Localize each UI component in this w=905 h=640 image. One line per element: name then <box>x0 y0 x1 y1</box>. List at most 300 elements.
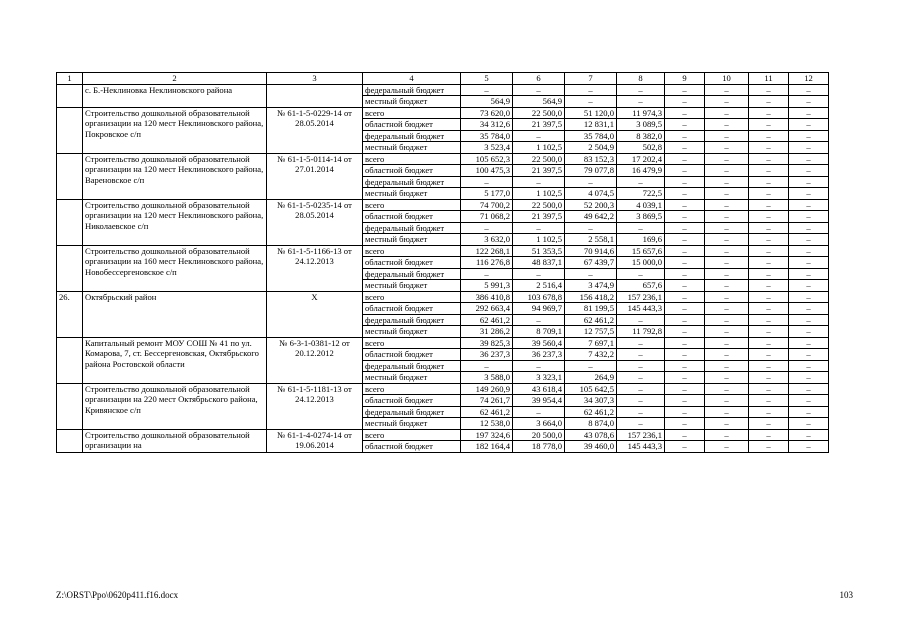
amount-cell: – <box>789 441 829 453</box>
amount-cell: – <box>665 96 705 108</box>
amount-cell: – <box>705 395 749 407</box>
amount-cell: – <box>789 360 829 372</box>
amount-cell: 34 307,3 <box>565 395 617 407</box>
amount-cell: – <box>665 337 705 349</box>
amount-cell: 51 353,5 <box>513 245 565 257</box>
amount-cell: 62 461,2 <box>461 314 513 326</box>
amount-cell: 67 439,7 <box>565 257 617 269</box>
amount-cell: – <box>789 176 829 188</box>
funding-source-cell: местный бюджет <box>363 326 461 338</box>
amount-cell: – <box>461 222 513 234</box>
amount-cell: – <box>789 188 829 200</box>
amount-cell: – <box>749 418 789 430</box>
amount-cell: – <box>749 245 789 257</box>
funding-source-cell: всего <box>363 245 461 257</box>
amount-cell: 12 831,1 <box>565 119 617 131</box>
amount-cell: – <box>749 349 789 361</box>
amount-cell: – <box>789 142 829 154</box>
row-number-cell <box>57 337 83 383</box>
funding-source-cell: федеральный бюджет <box>363 176 461 188</box>
amount-cell: – <box>705 383 749 395</box>
column-number-cell: 10 <box>705 73 749 85</box>
amount-cell: – <box>665 245 705 257</box>
amount-cell: 657,6 <box>617 280 665 292</box>
amount-cell: – <box>749 406 789 418</box>
amount-cell: – <box>565 268 617 280</box>
amount-cell: – <box>513 222 565 234</box>
amount-cell: – <box>665 418 705 430</box>
amount-cell: 48 837,1 <box>513 257 565 269</box>
amount-cell: 11 792,8 <box>617 326 665 338</box>
amount-cell: 3 089,5 <box>617 119 665 131</box>
amount-cell: 2 504,9 <box>565 142 617 154</box>
amount-cell: – <box>665 130 705 142</box>
amount-cell: – <box>665 360 705 372</box>
table-row <box>57 245 829 257</box>
amount-cell: – <box>665 165 705 177</box>
amount-cell: – <box>749 211 789 223</box>
amount-cell: 1 102,5 <box>513 188 565 200</box>
amount-cell: – <box>789 406 829 418</box>
amount-cell: 15 000,0 <box>617 257 665 269</box>
table-row <box>57 383 829 395</box>
object-name-cell: с. Б.-Неклиновка Неклиновского района <box>83 84 267 107</box>
amount-cell: – <box>513 84 565 96</box>
amount-cell: – <box>789 211 829 223</box>
amount-cell: 105 652,3 <box>461 153 513 165</box>
amount-cell: – <box>789 199 829 211</box>
amount-cell: 386 410,8 <box>461 291 513 303</box>
amount-cell: – <box>705 291 749 303</box>
amount-cell: – <box>461 360 513 372</box>
table-row <box>57 199 829 211</box>
amount-cell: 11 974,3 <box>617 107 665 119</box>
amount-cell: – <box>705 326 749 338</box>
amount-cell: – <box>789 119 829 131</box>
row-number-cell <box>57 84 83 107</box>
amount-cell: 49 642,2 <box>565 211 617 223</box>
amount-cell: – <box>617 406 665 418</box>
amount-cell: 71 068,2 <box>461 211 513 223</box>
amount-cell: – <box>665 349 705 361</box>
row-number-cell <box>57 107 83 153</box>
amount-cell: – <box>665 314 705 326</box>
funding-source-cell: всего <box>363 107 461 119</box>
object-name-cell: Строительство дошкольной образовательной организации на <box>83 429 267 452</box>
column-number-cell: 11 <box>749 73 789 85</box>
amount-cell: 182 164,4 <box>461 441 513 453</box>
funding-source-cell: областной бюджет <box>363 119 461 131</box>
reference-cell: № 61-1-5-0229-14 от 28.05.2014 <box>267 107 363 153</box>
amount-cell: 3 632,0 <box>461 234 513 246</box>
amount-cell: – <box>665 303 705 315</box>
amount-cell: – <box>705 142 749 154</box>
amount-cell: – <box>513 130 565 142</box>
reference-cell: № 61-1-5-1166-13 от 24.12.2013 <box>267 245 363 291</box>
amount-cell: – <box>665 395 705 407</box>
funding-source-cell: федеральный бюджет <box>363 360 461 372</box>
amount-cell: 22 500,0 <box>513 199 565 211</box>
amount-cell: – <box>705 222 749 234</box>
object-name-cell: Строительство дошкольной образовательной организации на 120 мест Неклиновского района, Николаевское с/п <box>83 199 267 245</box>
funding-source-cell: областной бюджет <box>363 257 461 269</box>
amount-cell: 8 709,1 <box>513 326 565 338</box>
amount-cell: – <box>665 222 705 234</box>
amount-cell: 149 260,9 <box>461 383 513 395</box>
amount-cell: 264,9 <box>565 372 617 384</box>
amount-cell: 17 202,4 <box>617 153 665 165</box>
amount-cell: 564,9 <box>513 96 565 108</box>
amount-cell: – <box>665 257 705 269</box>
amount-cell: – <box>749 142 789 154</box>
amount-cell: – <box>513 176 565 188</box>
amount-cell: – <box>665 372 705 384</box>
object-name-cell: Строительство дошкольной образовательной организации на 160 мест Неклиновского района, Новобессергеновское с/п <box>83 245 267 291</box>
amount-cell: – <box>665 268 705 280</box>
budget-table <box>56 72 829 453</box>
amount-cell: – <box>749 372 789 384</box>
amount-cell: – <box>705 245 749 257</box>
amount-cell: – <box>789 268 829 280</box>
amount-cell: – <box>461 268 513 280</box>
funding-source-cell: всего <box>363 291 461 303</box>
column-number-cell: 1 <box>57 73 83 85</box>
amount-cell: – <box>513 406 565 418</box>
amount-cell: 502,8 <box>617 142 665 154</box>
row-number-cell <box>57 383 83 429</box>
amount-cell: – <box>789 429 829 441</box>
amount-cell: 145 443,3 <box>617 441 665 453</box>
amount-cell: – <box>705 314 749 326</box>
amount-cell: – <box>789 222 829 234</box>
amount-cell: – <box>665 142 705 154</box>
reference-cell: № 61-1-5-1181-13 от 24.12.2013 <box>267 383 363 429</box>
table-row <box>57 107 829 119</box>
column-number-cell: 3 <box>267 73 363 85</box>
amount-cell: 7 432,2 <box>565 349 617 361</box>
amount-cell: – <box>665 234 705 246</box>
amount-cell: – <box>565 84 617 96</box>
amount-cell: – <box>617 360 665 372</box>
amount-cell: 51 120,0 <box>565 107 617 119</box>
amount-cell: – <box>513 314 565 326</box>
amount-cell: – <box>617 314 665 326</box>
amount-cell: – <box>789 96 829 108</box>
amount-cell: – <box>749 96 789 108</box>
amount-cell: – <box>705 349 749 361</box>
amount-cell: 100 475,3 <box>461 165 513 177</box>
amount-cell: 145 443,3 <box>617 303 665 315</box>
amount-cell: – <box>565 222 617 234</box>
amount-cell: – <box>665 429 705 441</box>
column-number-cell: 12 <box>789 73 829 85</box>
amount-cell: – <box>749 383 789 395</box>
object-name-cell: Строительство дошкольной образовательной организации на 220 мест Октябрьского района, Кривянское с/п <box>83 383 267 429</box>
table-row <box>57 337 829 349</box>
funding-source-cell: местный бюджет <box>363 188 461 200</box>
amount-cell: – <box>665 107 705 119</box>
row-number-cell <box>57 199 83 245</box>
amount-cell: – <box>749 107 789 119</box>
amount-cell: 36 237,3 <box>461 349 513 361</box>
amount-cell: – <box>789 349 829 361</box>
reference-cell: Х <box>267 291 363 337</box>
amount-cell: – <box>749 257 789 269</box>
amount-cell: – <box>749 280 789 292</box>
amount-cell: – <box>749 360 789 372</box>
amount-cell: – <box>789 257 829 269</box>
reference-cell: № 61-1-5-0235-14 от 28.05.2014 <box>267 199 363 245</box>
amount-cell: 34 312,6 <box>461 119 513 131</box>
amount-cell: 156 418,2 <box>565 291 617 303</box>
funding-source-cell: федеральный бюджет <box>363 268 461 280</box>
amount-cell: 43 078,6 <box>565 429 617 441</box>
amount-cell: 94 969,7 <box>513 303 565 315</box>
amount-cell: 73 620,0 <box>461 107 513 119</box>
funding-source-cell: местный бюджет <box>363 96 461 108</box>
amount-cell: – <box>705 268 749 280</box>
amount-cell: 22 500,0 <box>513 107 565 119</box>
amount-cell: – <box>665 280 705 292</box>
table-row <box>57 153 829 165</box>
amount-cell: 62 461,2 <box>565 406 617 418</box>
amount-cell: – <box>789 395 829 407</box>
amount-cell: – <box>705 199 749 211</box>
amount-cell: – <box>749 429 789 441</box>
amount-cell: – <box>617 383 665 395</box>
amount-cell: – <box>705 96 749 108</box>
amount-cell: – <box>705 130 749 142</box>
amount-cell: – <box>705 441 749 453</box>
amount-cell: – <box>789 303 829 315</box>
amount-cell: 3 869,5 <box>617 211 665 223</box>
amount-cell: 81 199,5 <box>565 303 617 315</box>
amount-cell: – <box>705 153 749 165</box>
amount-cell: 564,9 <box>461 96 513 108</box>
object-name-cell: Строительство дошкольной образовательной организации на 120 мест Неклиновского района, Вареновское с/п <box>83 153 267 199</box>
amount-cell: 74 261,7 <box>461 395 513 407</box>
amount-cell: 21 397,5 <box>513 211 565 223</box>
funding-source-cell: областной бюджет <box>363 395 461 407</box>
amount-cell: – <box>513 360 565 372</box>
funding-source-cell: федеральный бюджет <box>363 314 461 326</box>
amount-cell: – <box>665 188 705 200</box>
amount-cell: – <box>705 211 749 223</box>
amount-cell: – <box>749 268 789 280</box>
amount-cell: – <box>565 96 617 108</box>
amount-cell: 5 177,0 <box>461 188 513 200</box>
amount-cell: 83 152,3 <box>565 153 617 165</box>
amount-cell: 35 784,0 <box>461 130 513 142</box>
amount-cell: 5 991,3 <box>461 280 513 292</box>
amount-cell: – <box>665 153 705 165</box>
amount-cell: – <box>749 199 789 211</box>
amount-cell: 39 460,0 <box>565 441 617 453</box>
funding-source-cell: всего <box>363 429 461 441</box>
row-number-cell <box>57 429 83 452</box>
amount-cell: – <box>789 84 829 96</box>
amount-cell: – <box>665 406 705 418</box>
amount-cell: 3 323,1 <box>513 372 565 384</box>
amount-cell: 52 200,3 <box>565 199 617 211</box>
amount-cell: – <box>789 153 829 165</box>
amount-cell: – <box>789 130 829 142</box>
amount-cell: 21 397,5 <box>513 119 565 131</box>
amount-cell: – <box>789 245 829 257</box>
amount-cell: 16 479,9 <box>617 165 665 177</box>
amount-cell: – <box>705 188 749 200</box>
amount-cell: – <box>789 326 829 338</box>
amount-cell: – <box>617 84 665 96</box>
amount-cell: – <box>665 84 705 96</box>
amount-cell: – <box>749 291 789 303</box>
amount-cell: 20 500,0 <box>513 429 565 441</box>
column-number-cell: 5 <box>461 73 513 85</box>
amount-cell: 18 778,0 <box>513 441 565 453</box>
amount-cell: – <box>617 176 665 188</box>
reference-cell: № 61-1-5-0114-14 от 27.01.2014 <box>267 153 363 199</box>
funding-source-cell: областной бюджет <box>363 211 461 223</box>
amount-cell: – <box>749 153 789 165</box>
amount-cell: – <box>749 222 789 234</box>
amount-cell: – <box>565 176 617 188</box>
column-number-cell: 4 <box>363 73 461 85</box>
footer-page-number: 103 <box>839 590 853 600</box>
funding-source-cell: всего <box>363 383 461 395</box>
object-name-cell: Капитальный ремонт МОУ СОШ № 41 по ул. Комарова, 7, ст. Бессергеновская, Октябрьского района Ростовской области <box>83 337 267 383</box>
amount-cell: 105 642,5 <box>565 383 617 395</box>
amount-cell: 62 461,2 <box>565 314 617 326</box>
amount-cell: – <box>617 418 665 430</box>
amount-cell: – <box>565 360 617 372</box>
amount-cell: – <box>665 291 705 303</box>
amount-cell: – <box>617 96 665 108</box>
amount-cell: – <box>705 119 749 131</box>
amount-cell: – <box>617 395 665 407</box>
column-number-cell: 6 <box>513 73 565 85</box>
amount-cell: – <box>705 234 749 246</box>
amount-cell: 3 664,0 <box>513 418 565 430</box>
amount-cell: – <box>617 349 665 361</box>
amount-cell: – <box>705 107 749 119</box>
amount-cell: – <box>461 84 513 96</box>
amount-cell: 292 663,4 <box>461 303 513 315</box>
amount-cell: 157 236,1 <box>617 429 665 441</box>
amount-cell: – <box>749 395 789 407</box>
amount-cell: – <box>789 418 829 430</box>
amount-cell: – <box>665 383 705 395</box>
amount-cell: – <box>749 188 789 200</box>
amount-cell: – <box>789 314 829 326</box>
funding-source-cell: федеральный бюджет <box>363 406 461 418</box>
amount-cell: – <box>789 383 829 395</box>
funding-source-cell: местный бюджет <box>363 280 461 292</box>
amount-cell: – <box>789 107 829 119</box>
funding-source-cell: федеральный бюджет <box>363 130 461 142</box>
footer-file-path: Z:\ORST\Ppo\0620p411.f16.docx <box>56 590 179 600</box>
amount-cell: 22 500,0 <box>513 153 565 165</box>
amount-cell: 157 236,1 <box>617 291 665 303</box>
amount-cell: 169,6 <box>617 234 665 246</box>
reference-cell: № 6-3-1-0381-12 от 20.12.2012 <box>267 337 363 383</box>
column-number-cell: 7 <box>565 73 617 85</box>
column-number-cell: 8 <box>617 73 665 85</box>
amount-cell: – <box>705 176 749 188</box>
funding-source-cell: всего <box>363 153 461 165</box>
object-name-cell: Октябрьский район <box>83 291 267 337</box>
amount-cell: – <box>789 165 829 177</box>
amount-cell: – <box>749 441 789 453</box>
amount-cell: – <box>749 119 789 131</box>
amount-cell: – <box>617 268 665 280</box>
amount-cell: 74 700,2 <box>461 199 513 211</box>
amount-cell: 35 784,0 <box>565 130 617 142</box>
amount-cell: 79 077,8 <box>565 165 617 177</box>
amount-cell: 39 954,4 <box>513 395 565 407</box>
amount-cell: 8 874,0 <box>565 418 617 430</box>
amount-cell: 3 588,0 <box>461 372 513 384</box>
amount-cell: – <box>749 176 789 188</box>
amount-cell: – <box>665 176 705 188</box>
amount-cell: – <box>461 176 513 188</box>
table-row <box>57 84 829 96</box>
column-number-row <box>57 73 829 85</box>
amount-cell: 103 678,8 <box>513 291 565 303</box>
amount-cell: 4 039,1 <box>617 199 665 211</box>
amount-cell: 39 560,4 <box>513 337 565 349</box>
amount-cell: 36 237,3 <box>513 349 565 361</box>
amount-cell: – <box>705 429 749 441</box>
funding-source-cell: областной бюджет <box>363 441 461 453</box>
amount-cell: – <box>749 337 789 349</box>
amount-cell: 15 657,6 <box>617 245 665 257</box>
amount-cell: – <box>705 372 749 384</box>
table-row <box>57 429 829 441</box>
amount-cell: – <box>749 314 789 326</box>
amount-cell: – <box>789 280 829 292</box>
amount-cell: – <box>705 280 749 292</box>
amount-cell: – <box>705 360 749 372</box>
amount-cell: 70 914,6 <box>565 245 617 257</box>
amount-cell: – <box>665 119 705 131</box>
amount-cell: – <box>513 268 565 280</box>
amount-cell: – <box>789 234 829 246</box>
funding-source-cell: областной бюджет <box>363 349 461 361</box>
object-name-cell: Строительство дошкольной образовательной организации на 120 мест Неклиновского района, Покровское с/п <box>83 107 267 153</box>
funding-source-cell: всего <box>363 337 461 349</box>
amount-cell: 122 268,1 <box>461 245 513 257</box>
amount-cell: 8 382,0 <box>617 130 665 142</box>
amount-cell: – <box>705 165 749 177</box>
funding-source-cell: всего <box>363 199 461 211</box>
funding-source-cell: местный бюджет <box>363 372 461 384</box>
amount-cell: 39 825,3 <box>461 337 513 349</box>
amount-cell: 116 276,8 <box>461 257 513 269</box>
amount-cell: 43 618,4 <box>513 383 565 395</box>
row-number-cell <box>57 153 83 199</box>
reference-cell: № 61-1-4-0274-14 от 19.06.2014 <box>267 429 363 452</box>
column-number-cell: 2 <box>83 73 267 85</box>
column-number-cell: 9 <box>665 73 705 85</box>
amount-cell: 722,5 <box>617 188 665 200</box>
amount-cell: – <box>789 372 829 384</box>
row-number-cell: 26. <box>57 291 83 337</box>
amount-cell: – <box>705 303 749 315</box>
amount-cell: 1 102,5 <box>513 234 565 246</box>
amount-cell: – <box>749 130 789 142</box>
amount-cell: – <box>749 84 789 96</box>
amount-cell: – <box>665 441 705 453</box>
